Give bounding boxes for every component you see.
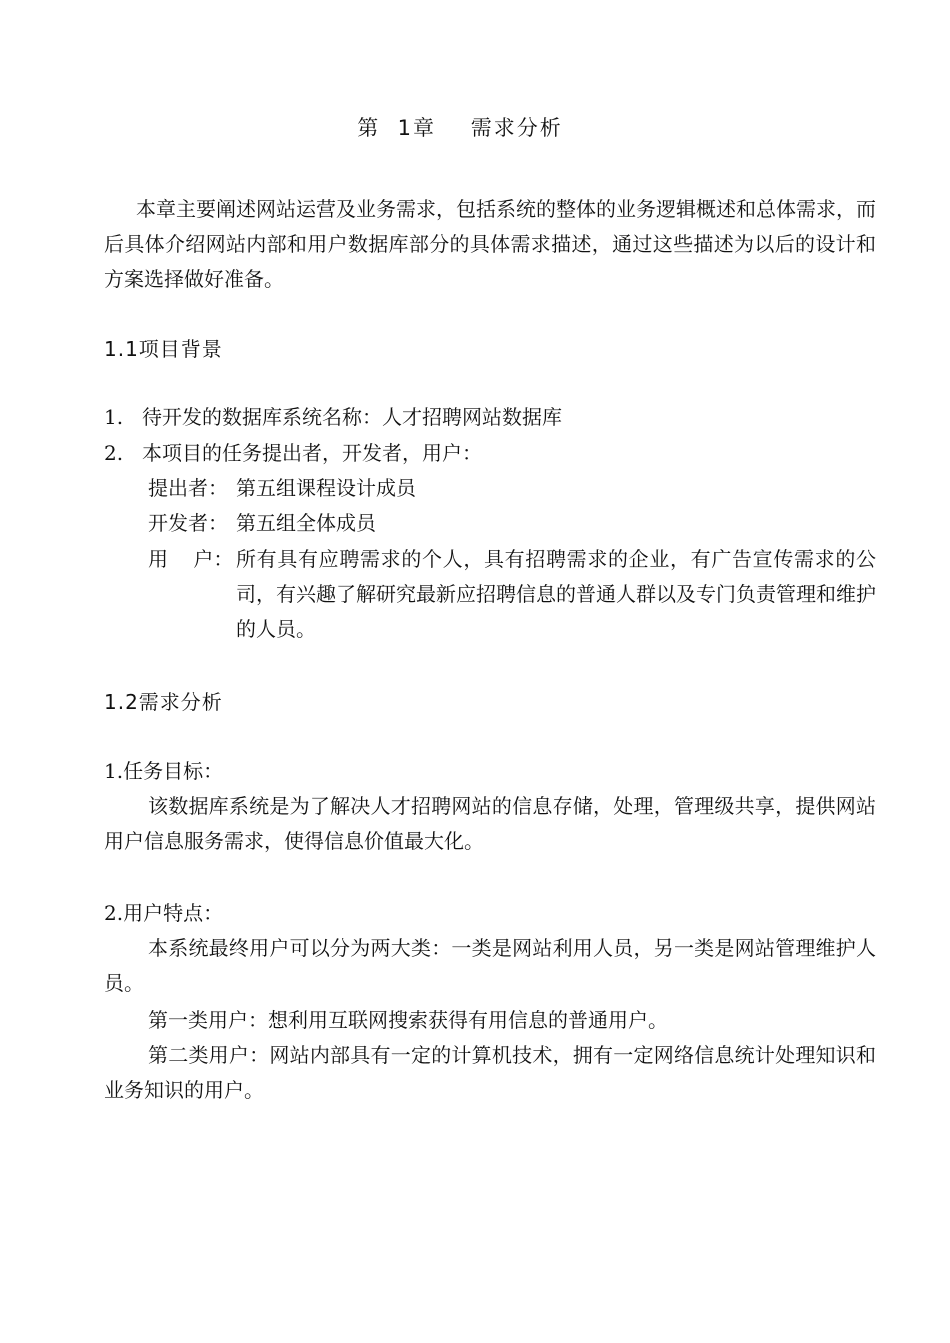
- role-value-user: 所有具有应聘需求的个人，具有招聘需求的企业，有广告宣传需求的公司，有兴趣了解研究最新应招聘信息的普通人群以及专门负责管理和维护的人员。: [236, 547, 876, 641]
- intro-paragraph: 本章主要阐述网站运营及业务需求，包括系统的整体的业务逻辑概述和总体需求，而后具体介绍网站内部和用户数据库部分的具体需求描述，通过这些描述为以后的设计和方案选择做好准备。: [104, 197, 876, 291]
- role-label-user: 用 户：: [148, 547, 234, 571]
- list-item-number-2: 2.: [104, 441, 124, 465]
- user-type-1-paragraph: 第一类用户：想利用互联网搜索获得有用信息的普通用户。: [148, 1008, 668, 1032]
- user-type-2-paragraph: 第二类用户：网站内部具有一定的计算机技术，拥有一定网络信息统计处理知识和业务知识的用户。: [104, 1043, 876, 1102]
- user-features-paragraph: 本系统最终用户可以分为两大类：一类是网站利用人员，另一类是网站管理维护人员。: [104, 936, 876, 995]
- list-item-text-2: 本项目的任务提出者，开发者，用户：: [142, 441, 482, 465]
- role-value-developer: 第五组全体成员: [236, 511, 376, 535]
- user-features-subheading: 2.用户特点：: [104, 901, 224, 925]
- list-item-number-1: 1.: [104, 405, 124, 429]
- role-value-proposer: 第五组课程设计成员: [236, 476, 416, 500]
- chapter-title: 第 1章 需求分析: [357, 116, 563, 140]
- goal-paragraph: 该数据库系统是为了解决人才招聘网站的信息存储，处理，管理级共享，提供网站用户信息服务需求，使得信息价值最大化。: [104, 794, 876, 853]
- role-label-developer: 开发者：: [148, 511, 228, 535]
- section-heading-1-2: 1.2需求分析: [104, 690, 223, 714]
- role-label-proposer: 提出者：: [148, 476, 228, 500]
- goal-subheading: 1.任务目标：: [104, 759, 224, 783]
- list-item-text-1: 待开发的数据库系统名称：人才招聘网站数据库: [142, 405, 562, 429]
- section-heading-1-1: 1.1项目背景: [104, 337, 223, 361]
